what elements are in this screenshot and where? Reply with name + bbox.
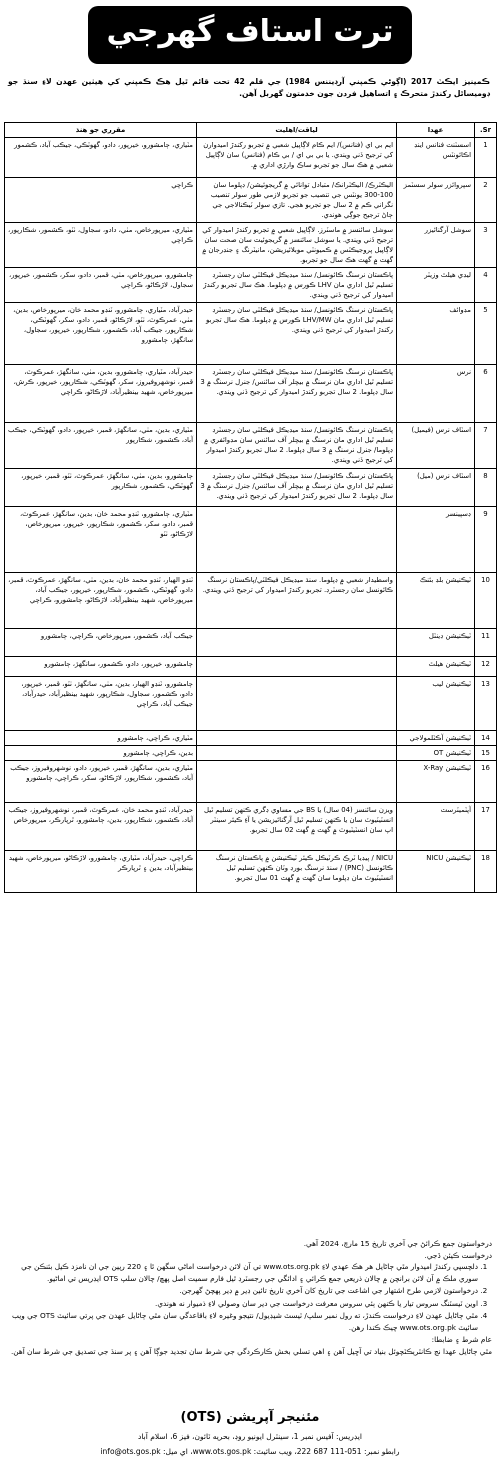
row-qualification: NICU / پيڊيا ٽرڪ ڪرٽيڪل ڪيئر ٽيڪنيشن ۾ پاڪستان نرسنگ ڪائونسل (PNC) / سنڌ نرسنگ بورڊ وٽان ڪنهن تسليم ٿيل انسٽيٽيوٽ مان ڊپلوما سان گهٽ ۾ گهٽ 01 سال تجربو. <box>197 851 397 893</box>
instruction-item: 2. درخواستون لازمي طرح اشتهار جي اشاعت جي تاريخ کان آخري تاريخ تائين ڊير ۾ ڊير پهچڻ گهرجن. <box>10 1285 478 1297</box>
row-title: ٽيڪنيشن بلڊ بئنڪ <box>397 573 475 629</box>
table-row <box>5 469 497 507</box>
row-title: ٽيڪنيشن NICU <box>397 851 475 893</box>
table-header-row <box>5 123 497 138</box>
row-district: ڄامشورو، ميرپورخاص، مٺي، قمبر، دادو، سکر، ڪشمور، خيرپور، سجاول، لاڙڪاڻو، ڪراچي <box>5 268 197 303</box>
header-district: مقرري جو هنڌ <box>5 123 197 138</box>
table-row <box>5 178 497 223</box>
page-title: ترت استاف گهرجي <box>106 14 394 49</box>
header-title: عهدا <box>397 123 475 138</box>
notes-section <box>10 1238 492 1357</box>
row-sr: 15 <box>475 746 497 761</box>
row-sr: 6 <box>475 365 497 423</box>
row-title: سپروائزر سولر سسٽمز <box>397 178 475 223</box>
row-title: ٽيڪنيشن آڪٽلمولاجي <box>397 731 475 746</box>
instruction-item: 1. دلچسپي رکندڙ اميدوار مٿي ڄاڻايل هر هڪ عهدي لاءِ www.ots.org.pk تي آن لائن درخواست اماڻي سگهن ٿا ۽ 220 رپين جي ان نامزد ڪيل بئنڪن جي سوري ملڪ ۾ آن لائن برانچن ۾ چالان ذريعي جمع ڪرائي ۽ ادائگي جي رجسٽرڊ ٿيل فارم سميت اصل پهچ/ چالان سلپ OTS ايڊريس تي اماڻيو. <box>10 1261 478 1284</box>
general-terms-heading: عام شرط ۽ ضابطا: <box>431 1335 492 1344</box>
row-title: ٽيڪنيشن X-Ray <box>397 761 475 803</box>
title-banner <box>88 6 412 64</box>
row-district: مٽياري، بدين، سانگهڙ، قمبر، خيرپور، دادو، نوشهروفيروز، جيڪب آباد، ڪشمور، شڪارپور، لاڙڪاڻو، سکر، ڪراچي، ڄامشورو <box>5 761 197 803</box>
row-title: اسٽاف نرس (ميل) <box>397 469 475 507</box>
table-row <box>5 746 497 761</box>
header-qualification: لياقت/اهليت <box>197 123 397 138</box>
row-qualification: پاڪستان نرسنگ ڪائونسل/ سنڌ ميڊيڪل فيڪلٽي سان رجسٽرڊ تسليم ٿيل اداري مان نرسنگ ۾ بيچلر آف سائنس سان مڊوائفري ۾ ڊپلوما/ جنرل نرسنگ ۾ 3 سال ڊپلوما. 2 سال تجربو رکندڙ اميدوار کي ترجيح ڏني ويندي. <box>197 423 397 469</box>
instruction-item: 4. مٿي ڄاڻايل عهدن لاءِ درخواست ڪندڙ، ته رول نمبر سلپ/ ٽيسٽ شيڊيول/ نتيجو وغيره لاءِ باقاعدگي سان مٿي ڄاڻايل عهدن جي پرتي سائيٽ OTS جي ويب سائيٽ www.ots.org.pk چيڪ ڪندا رهن. <box>10 1310 478 1333</box>
row-district: ڄامشورو، ٽنڊو الهيار، بدين، مٺي، سانگهڙ، ٺٽو، قمبر، خيرپور، دادو، ڪشمور، سجاول، شڪارپور، شهيد بينظيرآباد، حيدرآباد، جيڪب آباد، ڪراچي <box>5 677 197 731</box>
row-title: سوشل آرگنائيزر <box>397 223 475 268</box>
table-row <box>5 223 497 268</box>
row-title: ٽيڪنيشن OT <box>397 746 475 761</box>
table-row <box>5 507 497 573</box>
row-sr: 5 <box>475 303 497 365</box>
how-to-apply-heading: درخواست ڪيئن ڏجي. <box>424 1250 492 1260</box>
deadline-text: درخواستون جمع ڪرائڻ جي آخري تاريخ 15 مارچ، 2024 آهي. <box>303 1239 492 1248</box>
row-qualification: پاڪستان نرسنگ ڪائونسل/ سنڌ ميڊيڪل فيڪلٽي سان رجسٽرڊ تسليم ٿيل اداري مان LHV/MW ڪورس ۾ ڊپلوما. هڪ سال تجربو رکندڙ اميدوار کي ترجيح ڏني ويندي. <box>197 303 397 365</box>
row-sr: 9 <box>475 507 497 573</box>
row-qualification <box>197 677 397 731</box>
row-qualification <box>197 746 397 761</box>
row-qualification: سوشل سائنسز ۾ ماسٽرز. لاڳاپيل شعبي ۾ تجربو رکندڙ اميدوار کي ترجيح ڏني ويندي. يا سوشل سائنسز ۾ گريجوئيٽ سان صحت سان لاڳاپيل پروجيڪٽس ۾ ڪميونٽي موبلائيزيشن، مانيٽرنگ ۽ جنڊرجان ۾ گهٽ ۾ گهٽ هڪ سال جو تجربو. <box>197 223 397 268</box>
row-qualification <box>197 731 397 746</box>
table-row <box>5 423 497 469</box>
row-sr: 1 <box>475 138 497 178</box>
row-qualification <box>197 657 397 677</box>
table-row <box>5 851 497 893</box>
row-sr: 7 <box>475 423 497 469</box>
row-district: ڪراچي، حيدرآباد، مٽياري، ڄامشورو، لاڙڪاڻو، ميرپورخاص، شهيد بينظيرآباد، بدين ۽ ٿرپارڪر <box>5 851 197 893</box>
row-qualification: اليڪٽرڪ/ اليڪٽرانڪ/ متبادل توانائي ۾ گريجوئيشن/ ڊپلوما سان 100-300 يونٽس جي تنصيب جو تجربو لازمي طور سولر تنصيب نگراني ڪم ۾ 2 سال جو تجربو هجي. تازي سولر ٽيڪنالاجي جي ڄاڻ ترجيح جوڳي هوندي. <box>197 178 397 223</box>
row-qualification: پاڪستان نرسنگ ڪائونسل/ سنڌ ميڊيڪل فيڪلٽي سان رجسٽرڊ تسليم ٿيل اداري مان نرسنگ ۾ بيچلر آف سائنس/ جنرل نرسنگ ۾ 3 سال ڊپلوما. 2 سال تجربو رکندڙ اميدوار کي ترجيح ڏني ويندي. <box>197 365 397 423</box>
row-district: ڄامشورو، خيرپور، دادو، ڪشمور، سانگهڙ، ڄامشورو <box>5 657 197 677</box>
row-district: ڄامشورو، بدين، مٺي، سانگهڙ، عمرڪوٽ، ٺٽو، قمبر، خيرپور، گهوٽڪي، ڪشمور، شڪارپور <box>5 469 197 507</box>
table-row <box>5 268 497 303</box>
row-title: آپٽميٽرسٽ <box>397 803 475 851</box>
row-qualification <box>197 761 397 803</box>
row-sr: 10 <box>475 573 497 629</box>
positions-table <box>4 122 497 893</box>
row-district: بدين، ڪراچي، ڄامشورو <box>5 746 197 761</box>
row-district: مٽياري، ڄامشورو، ٽنڊو محمد خان، بدين، سانگهڙ، عمرڪوٽ، قمبر، دادو، سکر، ڪشمور، شڪارپور، خيرپور، ميرپورخاص، لاڙڪاڻو، ٺٽو <box>5 507 197 573</box>
row-sr: 2 <box>475 178 497 223</box>
row-district: ڪراچي <box>5 178 197 223</box>
row-sr: 16 <box>475 761 497 803</box>
row-qualification <box>197 507 397 573</box>
row-title: نرس <box>397 365 475 423</box>
row-sr: 13 <box>475 677 497 731</box>
row-qualification: ايم بي اي (فنانس)/ ايم ڪام لاڳاپيل شعبي ۾ تجربو رکندڙ اميدوارن کي ترجيح ڏني ويندي. يا بي بي اي / بي ڪام (فنانس) سان لاڳاپيل شعبي ۾ هڪ سال جو تجربو ساڪ وارڙي اداري ۾. <box>197 138 397 178</box>
row-sr: 8 <box>475 469 497 507</box>
row-title: ليڊي هيلٿ وزيٽر <box>397 268 475 303</box>
row-qualification: ويزن سائنسز (04 سال) يا BS جي مساوي ڊگري ڪنهن تسليم ٿيل انسٽيٽيوٽ سان يا ڪنهن تسليم ٿيل آرگنائيزيشن يا آءِ ڪيئر سينٽر اپ سان انسٽيٽيوٽ ۾ گهٽ ۾ گهٽ 02 سال تجربو. <box>197 803 397 851</box>
row-qualification <box>197 629 397 657</box>
footer-address: ايڊريس: آفيس نمبر 1، سينٽرل ايونيو روڊ، بحريه ٽائون، فيز 6، اسلام آباد <box>138 1432 362 1441</box>
table-row <box>5 365 497 423</box>
row-district: مٽياري، بدين، مٺي، سانگهڙ، قمبر، خيرپور، دادو، گهوٽڪي، جيڪب آباد، ڪشمور، شڪارپور <box>5 423 197 469</box>
table-row <box>5 657 497 677</box>
row-district: جيڪب آباد، ڪشمور، ميرپورخاص، ڪراچي، ڄامشورو <box>5 629 197 657</box>
instructions-list <box>10 1261 492 1333</box>
row-district: مٽياري، ڪراچي، ڄامشورو <box>5 731 197 746</box>
row-district: حيدرآباد، ٽنڊو محمد خان، عمرڪوٽ، قمبر، نوشهروفيروز، جيڪب آباد، ڪشمور، شڪارپور، بدين، ڄامشورو، ٿرپارڪر، ميرپورخاص <box>5 803 197 851</box>
row-qualification: واسطيدار شعبي ۾ ڊپلوما. سنڌ ميڊيڪل فيڪلٽي/پاڪستان نرسنگ ڪائونسل سان رجسٽرڊ. تجربو رکندڙ اميدوار کي ترجيح ڏني ويندي. <box>197 573 397 629</box>
intro-text: ڪمينيز ايڪٽ 2017 (اڳوڻي ڪمپني آرڊيننس 1984) جي قلم 42 تحت قائم ٿيل هڪ ڪمپني کي هيٺين عهدن لاءِ سنڌ جو ڊوميسائل رکندڙ متحرڪ ۽ اتساهيل فردن جون خدمتون گهربل آهن. <box>8 77 490 98</box>
row-title: اسٽاف نرس (فيميل) <box>397 423 475 469</box>
table-row <box>5 677 497 731</box>
row-sr: 4 <box>475 268 497 303</box>
row-sr: 3 <box>475 223 497 268</box>
footer-contact: رابطو نمبر: 051-111 687 222، ويب سائيٽ: www.ots.gos.pk، اي ميل: info@ots.gos.pk <box>100 1447 400 1456</box>
instruction-item: 3. اوين ٽيسٽنگ سروس تيار يا ڪنهن ٻئي سروس معرفت درخواست جي دير سان وصولي لاءِ ذميوار نه هوندي. <box>10 1298 478 1310</box>
row-title: مڊوائف <box>397 303 475 365</box>
row-district: حيدرآباد، مٽياري، ڄامشورو، بدين، مٺي، سانگهڙ، عمرڪوٽ، قمبر، نوشهروفيروز، سکر، گهوٽڪي، شڪارپور، خيرپور، ڪرش، ميرپورخاص، شهيد بينظيرآباد، لاڙڪاڻو، ڪراچي <box>5 365 197 423</box>
row-district: حيدرآباد، مٽياري، ڄامشورو، ٽنڊو محمد خان، ميرپورخاص، بدين، مٺي، عمرڪوٽ، ٺٽو، لاڙڪاڻو، قمبر، دادو، سکر، گهوٽڪي، شڪارپور، جيڪب آباد، ڪشمور، شڪارپور، خيرپور، سجاول، سانگهڙ، ڄامشورو <box>5 303 197 365</box>
table-row <box>5 731 497 746</box>
row-district: ٽنڊو الهيار، ٽنڊو محمد خان، بدين، مٺي، سانگهڙ، عمرڪوٽ، قمبر، دادو، گهوٽڪي، ڪشمور، شڪارپور، خيرپور، جيڪب آباد، ميرپورخاص، شهيد بينظيرآباد، لاڙڪاڻو، ڄامشورو، ڪراچي <box>5 573 197 629</box>
row-district: مٽياري، ڄامشورو، خيرپور، دادو، گهوٽڪي، جيڪب آباد، ڪشمور <box>5 138 197 178</box>
table-row <box>5 761 497 803</box>
row-title: ٽيڪنيشن ڊينٽل <box>397 629 475 657</box>
row-title: اسسٽنٽ فنانس اينڊ اڪائونٽس <box>397 138 475 178</box>
row-qualification: پاڪستان نرسنگ ڪائونسل/ سنڌ ميڊيڪل فيڪلٽي سان رجسٽرڊ تسليم ٿيل اداري مان LHV ڪورس ۾ ڊپلوما. هڪ سال تجربو رکندڙ اميدوار کي ترجيح ڏني ويندي. <box>197 268 397 303</box>
row-sr: 14 <box>475 731 497 746</box>
row-title: ڊسپينسر <box>397 507 475 573</box>
row-title: ٽيڪنيشن هيلٿ <box>397 657 475 677</box>
table-row <box>5 303 497 365</box>
table-row <box>5 138 497 178</box>
row-qualification: پاڪستان نرسنگ ڪائونسل/ سنڌ ميڊيڪل فيڪلٽي سان رجسٽرڊ تسليم ٿيل اداري مان نرسنگ ۾ بيچلر آف سائنس/ جنرل نرسنگ ۾ 3 سال ڊپلوما. 2 سال تجربو رکندڙ اميدوار کي ترجيح ڏني ويندي. <box>197 469 397 507</box>
table-row <box>5 803 497 851</box>
table-row <box>5 573 497 629</box>
general-terms-text: مٿي ڄاڻايل عهدا نج ڪانٽريڪٽچوئل بنياد تي آڇيل آهن ۽ اهي تسلي بخش ڪارڪردگي جي شرط سان تجديد جوڳا آهن ۽ پر سنڌ جي تصديق جي شرط سان آهن. <box>10 1346 492 1356</box>
row-title: ٽيڪنيشن ليب <box>397 677 475 731</box>
row-sr: 12 <box>475 657 497 677</box>
footer-title: مئنيجر آپريشن (OTS) <box>180 1410 320 1425</box>
row-district: مٽياري، ميرپورخاص، مٺي، دادو، سجاول، ٺٽو، ڪشمور، شڪارپور، ڪراچي <box>5 223 197 268</box>
row-sr: 11 <box>475 629 497 657</box>
table-row <box>5 629 497 657</box>
row-sr: 18 <box>475 851 497 893</box>
row-sr: 17 <box>475 803 497 851</box>
header-sr: Sr. <box>475 123 497 138</box>
